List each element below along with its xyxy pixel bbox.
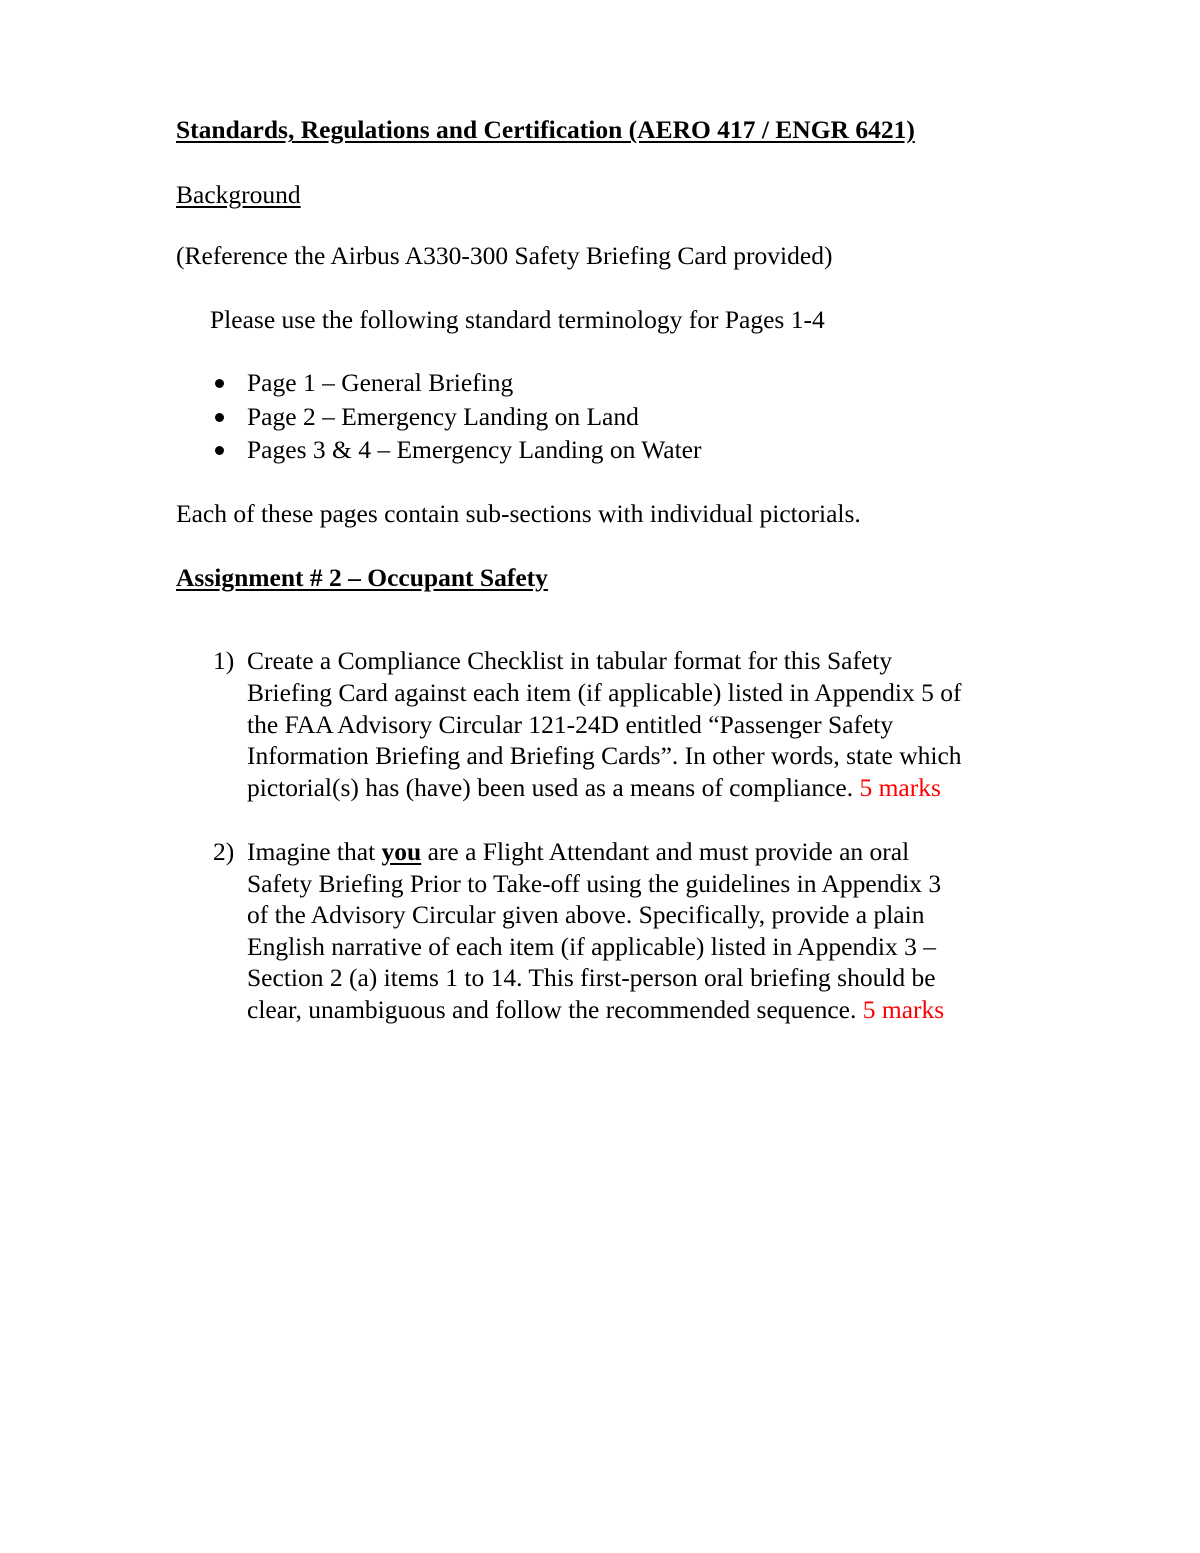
bullet-icon (215, 379, 224, 388)
task-text-line: Information Briefing and Briefing Cards”. In other words, state which (247, 741, 962, 770)
document-title: Standards, Regulations and Certification (AERO 417 / ENGR 6421) (176, 115, 915, 144)
bullet-icon (215, 413, 224, 422)
task-text-line: English narrative of each item (if applicable) listed in Appendix 3 – (247, 932, 936, 961)
task-text-line: the FAA Advisory Circular 121-24D entitled “Passenger Safety (247, 710, 894, 739)
task-number: 1) (213, 646, 235, 675)
task-text-line: Create a Compliance Checklist in tabular format for this Safety (247, 646, 893, 675)
list-item: Pages 3 & 4 – Emergency Landing on Water (247, 435, 702, 464)
bullet-icon (215, 446, 224, 455)
marks-label: 5 marks (862, 995, 945, 1024)
marks-label: 5 marks (859, 773, 941, 802)
task-text-line: of the Advisory Circular given above. Specifically, provide a plain (247, 900, 925, 929)
emphasis-you: you (381, 837, 422, 866)
task-text-line: Section 2 (a) items 1 to 14. This first-person oral briefing should be (247, 963, 936, 992)
task-text-segment: Imagine that (247, 837, 382, 866)
task-text-line: pictorial(s) has (have) been used as a means of compliance. (247, 773, 854, 802)
task-text-segment: are a Flight Attendant and must provide an oral (421, 837, 910, 866)
task-final-line (247, 772, 941, 804)
reference-note: (Reference the Airbus A330-300 Safety Briefing Card provided) (176, 241, 833, 270)
task-first-line (247, 836, 909, 868)
task-final-line (247, 994, 944, 1026)
background-heading: Background (176, 180, 301, 209)
terminology-intro: Please use the following standard terminology for Pages 1-4 (210, 305, 825, 334)
assignment-heading: Assignment # 2 – Occupant Safety (176, 563, 548, 592)
subsections-note: Each of these pages contain sub-sections with individual pictorials. (176, 499, 861, 528)
list-item: Page 1 – General Briefing (247, 368, 514, 397)
task-text-line: clear, unambiguous and follow the recommended sequence. (247, 995, 857, 1024)
task-text-line: Safety Briefing Prior to Take-off using the guidelines in Appendix 3 (247, 869, 942, 898)
task-text-line: Briefing Card against each item (if applicable) listed in Appendix 5 of (247, 678, 962, 707)
task-number: 2) (213, 837, 235, 866)
list-item: Page 2 – Emergency Landing on Land (247, 402, 639, 431)
